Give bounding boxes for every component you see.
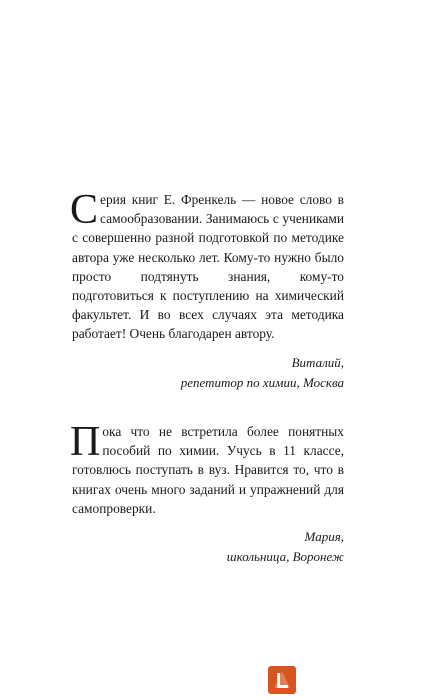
- review-author: Мария,: [304, 529, 344, 545]
- review-signature: [72, 527, 344, 567]
- review-text: [70, 187, 344, 344]
- review-block: [70, 187, 344, 393]
- review-block: [70, 419, 344, 567]
- drop-cap-letter: С: [70, 187, 99, 233]
- review-author-role: школьница, Воронеж: [226, 549, 344, 565]
- review-author-role: репетитор по химии, Москва: [180, 374, 344, 390]
- review-text: [70, 419, 344, 518]
- drop-cap-letter: П: [70, 419, 101, 465]
- publisher-logo-icon: [268, 666, 296, 694]
- review-author: Виталий,: [291, 354, 344, 370]
- review-body: ока что не встретила более понятных пособий по химии. Учусь в 11 классе, готовлюсь поступать в вуз. Нравится то, что в книгах очень много заданий и упражнений для самопроверки.: [72, 424, 344, 516]
- review-signature: [72, 353, 344, 393]
- review-body: ерия книг Е. Френкель — новое слово в самообразовании. Занимаюсь с учениками с совершенно разной подготовкой по методике автора уже несколько лет. Кому-то нужно было просто подтянуть знания, кому-то подготовиться к поступлению на химический факультет. И во всех случаях эта методика работает! Очень благодарен автору.: [72, 192, 344, 342]
